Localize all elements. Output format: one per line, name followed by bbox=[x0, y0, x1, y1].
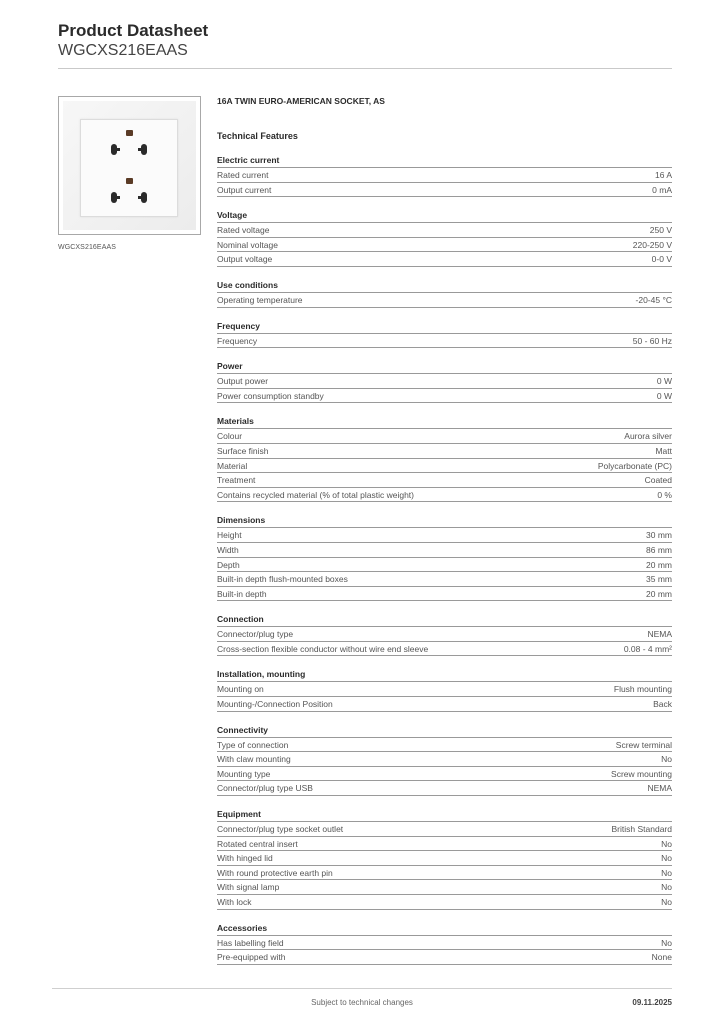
spec-section bbox=[217, 280, 672, 308]
spec-row bbox=[217, 374, 672, 389]
section-title: Frequency bbox=[217, 321, 672, 334]
spec-label: Output current bbox=[217, 184, 272, 195]
spec-row bbox=[217, 697, 672, 712]
spec-row bbox=[217, 627, 672, 642]
spec-label: Rotated central insert bbox=[217, 838, 298, 849]
spec-row bbox=[217, 880, 672, 895]
spec-label: With round protective earth pin bbox=[217, 867, 333, 878]
pin-hole-right bbox=[141, 192, 147, 203]
spec-row bbox=[217, 459, 672, 474]
spec-value: NEMA bbox=[647, 629, 672, 640]
spec-section bbox=[217, 809, 672, 910]
spec-row bbox=[217, 895, 672, 910]
spec-label: Output power bbox=[217, 376, 269, 387]
spec-row bbox=[217, 252, 672, 267]
spec-value: Aurora silver bbox=[624, 431, 672, 442]
spec-value: No bbox=[661, 897, 672, 907]
spec-label: Material bbox=[217, 460, 248, 471]
spec-value: 220-250 V bbox=[632, 239, 672, 250]
spec-row bbox=[217, 473, 672, 488]
product-code: WGCXS216EAAS bbox=[58, 42, 188, 59]
spec-label: Nominal voltage bbox=[217, 239, 278, 250]
earth-contact bbox=[126, 178, 133, 184]
spec-label: Output voltage bbox=[217, 254, 273, 265]
spec-label: Height bbox=[217, 530, 242, 541]
section-title: Equipment bbox=[217, 809, 672, 822]
spec-row bbox=[217, 558, 672, 573]
socket-insert bbox=[80, 119, 178, 217]
spec-value: 0.08 - 4 mm² bbox=[623, 643, 672, 654]
spec-row bbox=[217, 866, 672, 881]
spec-section bbox=[217, 923, 672, 965]
spec-row bbox=[217, 950, 672, 965]
slot-left bbox=[117, 196, 120, 199]
spec-row bbox=[217, 682, 672, 697]
spec-value: 20 mm bbox=[646, 559, 672, 570]
spec-value: 0 W bbox=[656, 376, 672, 387]
spec-label: With lock bbox=[217, 897, 252, 907]
spec-label: Connector/plug type USB bbox=[217, 783, 313, 794]
document-title: Product Datasheet bbox=[58, 21, 209, 40]
spec-label: Surface finish bbox=[217, 445, 269, 456]
spec-label: Cross-section flexible conductor without wire end sleeve bbox=[217, 643, 429, 654]
spec-content bbox=[217, 96, 672, 965]
spec-value: Matt bbox=[655, 445, 672, 456]
spec-label: Built-in depth bbox=[217, 588, 267, 599]
section-title: Power bbox=[217, 361, 672, 374]
section-title: Dimensions bbox=[217, 515, 672, 528]
spec-value: 30 mm bbox=[646, 530, 672, 541]
spec-value: 16 A bbox=[654, 170, 672, 180]
spec-label: Mounting on bbox=[217, 684, 264, 695]
slot-left bbox=[117, 148, 120, 151]
spec-label: Treatment bbox=[217, 475, 256, 486]
spec-value: Screw mounting bbox=[611, 768, 672, 779]
spec-label: Frequency bbox=[217, 335, 258, 346]
spec-label: Has labelling field bbox=[217, 937, 284, 948]
spec-value: 0 W bbox=[656, 390, 672, 401]
spec-label: Rated voltage bbox=[217, 225, 270, 236]
spec-section bbox=[217, 210, 672, 267]
spec-section bbox=[217, 155, 672, 197]
spec-label: Colour bbox=[217, 431, 243, 442]
spec-row bbox=[217, 293, 672, 308]
spec-value: Back bbox=[653, 699, 672, 710]
spec-label: Width bbox=[217, 544, 239, 555]
spec-row bbox=[217, 429, 672, 444]
spec-label: Contains recycled material (% of total plastic weight) bbox=[217, 489, 414, 500]
section-title: Connectivity bbox=[217, 725, 672, 738]
spec-section bbox=[217, 515, 672, 601]
spec-value: No bbox=[661, 937, 672, 948]
spec-value: 50 - 60 Hz bbox=[632, 335, 672, 346]
spec-value: No bbox=[661, 882, 672, 893]
spec-label: Connector/plug type bbox=[217, 629, 294, 640]
section-title: Voltage bbox=[217, 210, 672, 223]
features-heading: Technical Features bbox=[217, 131, 298, 141]
spec-label: With claw mounting bbox=[217, 754, 291, 765]
spec-label: Operating temperature bbox=[217, 294, 303, 305]
spec-value: No bbox=[661, 838, 672, 849]
footer-note: Subject to technical changes bbox=[311, 998, 413, 1007]
spec-value: Coated bbox=[644, 475, 672, 486]
spec-row bbox=[217, 444, 672, 459]
pin-hole-right bbox=[141, 144, 147, 155]
spec-section bbox=[217, 725, 672, 796]
spec-row bbox=[217, 528, 672, 543]
image-caption: WGCXS216EAAS bbox=[58, 244, 116, 251]
spec-label: Mounting type bbox=[217, 768, 271, 779]
spec-label: Power consumption standby bbox=[217, 390, 324, 401]
product-name: 16A TWIN EURO-AMERICAN SOCKET, AS bbox=[217, 96, 385, 106]
earth-contact bbox=[126, 130, 133, 136]
section-title: Installation, mounting bbox=[217, 669, 672, 682]
spec-row bbox=[217, 936, 672, 951]
spec-row bbox=[217, 642, 672, 657]
spec-section bbox=[217, 416, 672, 502]
section-title: Use conditions bbox=[217, 280, 672, 293]
spec-row bbox=[217, 168, 672, 183]
spec-label: Pre-equipped with bbox=[217, 952, 286, 963]
spec-value: 0 mA bbox=[652, 184, 672, 195]
spec-row bbox=[217, 334, 672, 349]
spec-value: No bbox=[661, 754, 672, 765]
spec-value: None bbox=[651, 952, 672, 963]
spec-section bbox=[217, 321, 672, 349]
section-title: Electric current bbox=[217, 155, 672, 168]
spec-section bbox=[217, 361, 672, 403]
spec-row bbox=[217, 238, 672, 253]
spec-row bbox=[217, 389, 672, 404]
socket-outlet-bottom bbox=[81, 178, 177, 214]
spec-section bbox=[217, 669, 672, 711]
section-title: Materials bbox=[217, 416, 672, 429]
spec-value: -20-45 °C bbox=[635, 294, 672, 305]
spec-row bbox=[217, 738, 672, 753]
socket-plate bbox=[63, 101, 196, 230]
spec-row bbox=[217, 488, 672, 503]
spec-value: NEMA bbox=[647, 783, 672, 794]
spec-value: 86 mm bbox=[646, 544, 672, 555]
spec-value: 35 mm bbox=[646, 574, 672, 585]
spec-label: Mounting-/Connection Position bbox=[217, 699, 333, 710]
socket-outlet-top bbox=[81, 130, 177, 166]
spec-label: Type of connection bbox=[217, 739, 289, 750]
footer-divider bbox=[52, 988, 672, 989]
spec-label: With signal lamp bbox=[217, 882, 280, 893]
spec-row bbox=[217, 572, 672, 587]
spec-row bbox=[217, 752, 672, 767]
spec-row bbox=[217, 851, 672, 866]
spec-value: 20 mm bbox=[646, 588, 672, 599]
spec-value: 0-0 V bbox=[651, 254, 672, 265]
spec-value: Polycarbonate (PC) bbox=[597, 460, 672, 471]
spec-value: 0 % bbox=[657, 489, 672, 500]
header-divider bbox=[58, 68, 672, 69]
spec-row bbox=[217, 822, 672, 837]
spec-row bbox=[217, 781, 672, 796]
section-title: Connection bbox=[217, 614, 672, 627]
spec-label: Rated current bbox=[217, 170, 269, 180]
document-header bbox=[58, 21, 208, 61]
product-image bbox=[58, 96, 201, 235]
spec-row bbox=[217, 587, 672, 602]
spec-row bbox=[217, 223, 672, 238]
spec-row bbox=[217, 183, 672, 198]
spec-label: With hinged lid bbox=[217, 853, 273, 864]
footer-date: 09.11.2025 bbox=[632, 998, 672, 1007]
spec-row bbox=[217, 767, 672, 782]
spec-value: 250 V bbox=[649, 225, 672, 236]
section-title: Accessories bbox=[217, 923, 672, 936]
spec-label: Built-in depth flush-mounted boxes bbox=[217, 574, 348, 585]
spec-value: British Standard bbox=[611, 824, 672, 835]
spec-value: No bbox=[661, 853, 672, 864]
spec-value: Screw terminal bbox=[615, 739, 672, 750]
spec-label: Depth bbox=[217, 559, 240, 570]
spec-value: No bbox=[661, 867, 672, 878]
spec-row bbox=[217, 837, 672, 852]
spec-row bbox=[217, 543, 672, 558]
spec-section bbox=[217, 614, 672, 656]
spec-value: Flush mounting bbox=[613, 684, 672, 695]
spec-label: Connector/plug type socket outlet bbox=[217, 824, 344, 835]
spec-sections bbox=[217, 155, 672, 965]
